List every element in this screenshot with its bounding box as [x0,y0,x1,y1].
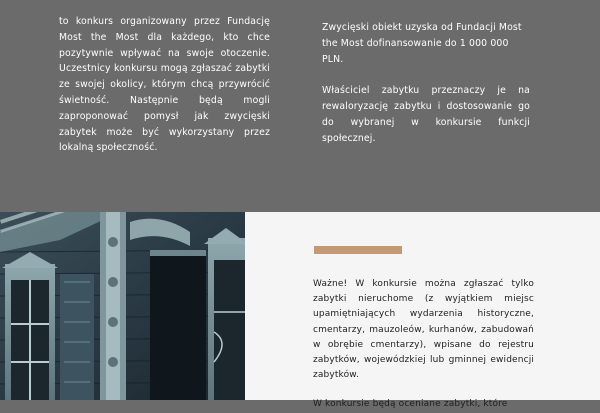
evaluation-text: W konkursie będą oceniane zabytki, które [313,399,508,410]
notice-section [245,212,600,410]
accent-divider [314,246,402,254]
contest-description-text: to konkurs organizowany przez Fundację Most the Most dla każdego, kto chce pozytywnie wpływać na swoje otoczenie. Uczestnicy konkursu mogą zgłaszać zabytki ze swojej okolicy, którym chcą przywrócić świetność. Następnie będą mogli zaproponować pomysł jak zwycięski zabytek może być wykorzystany przez lokalną społeczność. [59,16,270,154]
eligibility-notice-text: Ważne! W konkursie można zgłaszać tylko zabytki nieruchome (z wyjątkiem miejsc upamiętniających wydarzenia historyczne, cmentarzy, mauzoleów, kurhanów, zabudowań w obrębie cmentarzy), wpisane do rejestru zabytków, wojewódzkiej lub gminnej ewidencji zabytków. [313,279,534,381]
historic-building-photo [0,212,245,400]
funding-info-column [322,20,530,147]
funding-amount-text: Zwycięski obiekt uzyska od Fundacji Most the Most dofinansowanie do 1 000 000 PLN. [322,22,522,65]
contest-description-column [59,14,270,156]
wooden-house-image [0,212,245,400]
eligibility-notice [313,277,534,413]
owner-obligation-text: Właściciel zabytku przeznaczy je na rewaloryzację zabytku i dostosowanie go do wybranej w konkursie funkcji społecznej. [322,85,530,144]
